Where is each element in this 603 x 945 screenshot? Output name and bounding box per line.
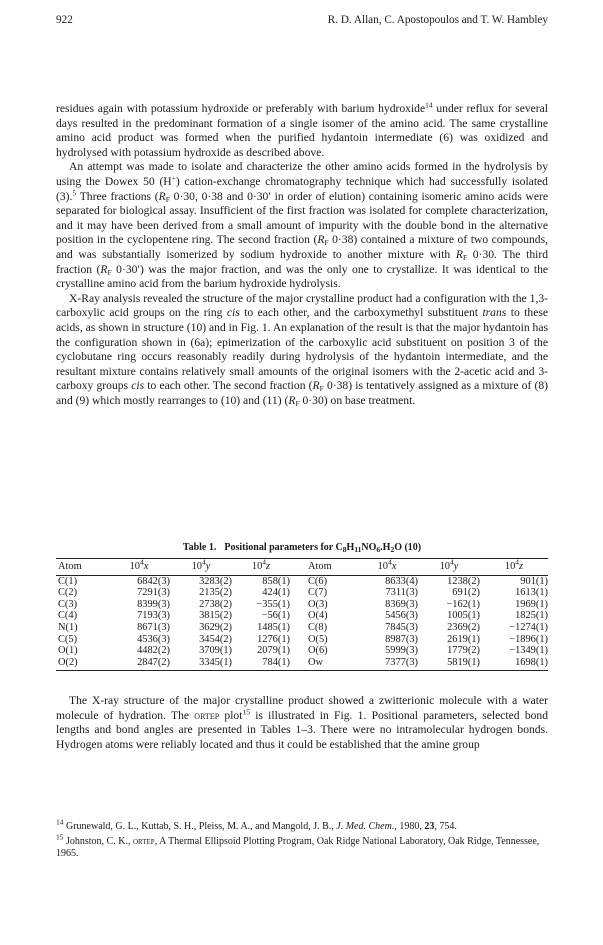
atom-cell: C(6) xyxy=(308,575,328,587)
column-header: $10^4x$ xyxy=(108,559,170,576)
coordinate-cell: 3629(2) xyxy=(199,621,232,633)
column-header: $10^4y$ xyxy=(418,559,480,576)
coordinate-cell: 2369(2) xyxy=(447,621,480,633)
footnote-14: $^{14}$ Grunewald, G. L., Kuttab, S. H., Pleiss, M. A., and Mangold, J. B., J. Med. Chem., 1980, 23, 754. xyxy=(56,817,457,832)
atom-cell: C(4) xyxy=(58,610,78,622)
running-authors: R. D. Allan, C. Apostopoulos and T. W. Hambley xyxy=(327,14,548,26)
coordinate-cell: 7291(3) xyxy=(137,587,170,599)
table-row xyxy=(56,599,548,611)
atom-cell: C(5) xyxy=(58,633,78,645)
coordinate-cell: 1698(1) xyxy=(480,657,548,671)
page-number: 922 xyxy=(56,14,73,26)
table-label: Table 1. xyxy=(182,542,217,553)
coordinate-cell: 1779(2) xyxy=(447,645,480,657)
coordinate-cell: 8987(3) xyxy=(385,633,418,645)
coordinate-cell: 7311(3) xyxy=(385,587,418,599)
coordinate-cell: 2847(2) xyxy=(108,657,170,671)
atom-cell: O(2) xyxy=(56,657,108,671)
coordinate-cell: 4536(3) xyxy=(137,633,170,645)
atom-cell: N(1) xyxy=(58,621,78,633)
atom-cell: O(1) xyxy=(58,645,78,657)
table-row xyxy=(56,622,548,634)
coordinate-cell: 1276(1) xyxy=(257,633,290,645)
coordinate-cell: −162(1) xyxy=(446,598,480,610)
coordinate-cell: 7377(3) xyxy=(356,657,418,671)
table-row xyxy=(56,587,548,599)
ref-5: 5 xyxy=(72,188,77,198)
ortep-term: ortep xyxy=(194,708,220,722)
coordinate-cell: 1005(1) xyxy=(447,610,480,622)
coordinate-cell: 901(1) xyxy=(520,575,548,587)
atom-cell: C(3) xyxy=(58,598,78,610)
coordinate-cell: 7845(3) xyxy=(385,621,418,633)
footnote-15: $^{15}$ Johnston, C. K., ortep, A Thermal Ellipsoid Plotting Program, Oak Ridge National Laboratory, Oak Ridge, Tennessee, 1965. xyxy=(56,832,540,860)
coordinate-cell: 784(1) xyxy=(232,657,290,671)
coordinate-cell: 8671(3) xyxy=(137,621,170,633)
coordinate-cell: 3454(2) xyxy=(199,633,232,645)
coordinate-cell: 1969(1) xyxy=(515,598,548,610)
coordinate-cell: 3345(1) xyxy=(170,657,232,671)
rf-symbol: R xyxy=(158,189,166,203)
paragraph-continuation: residues again with potassium hydroxide or preferably with barium hydroxide$^{14}$ under reflux for several days resulted in the predominant formation of a single isomer of the amino acid. The same crystalline amino acid product was formed when the purified hydantoin intermediate (6) was oxidized and hydrolysed with potassium hydroxide as described above. xyxy=(56,100,549,159)
coordinate-cell: 1613(1) xyxy=(515,587,548,599)
coordinate-cell: −1274(1) xyxy=(509,621,548,633)
coordinate-cell: 5819(1) xyxy=(418,657,480,671)
coordinate-cell: −1349(1) xyxy=(509,645,548,657)
coordinate-cell: −1896(1) xyxy=(509,633,548,645)
positional-parameters-table xyxy=(56,558,548,671)
coordinate-cell: 3815(2) xyxy=(199,610,232,622)
atom-cell: O(6) xyxy=(308,645,328,657)
paragraph-ortep: The X-ray structure of the major crystalline product showed a zwitterionic molecule with a water molecule of hydration. The ortep plot$^{15}$ is illustrated in Fig. 1. Positional parameters, selected bond lengths and bond angles are presented in Tables 1–3. There were no intramolecular hydrogen bonds. Hydrogen atoms were reliably located and thus it could be established that the amine group xyxy=(56,694,549,751)
body-text xyxy=(56,102,548,408)
atom-cell: O(5) xyxy=(308,633,328,645)
table-row xyxy=(56,634,548,646)
table-row xyxy=(56,575,548,587)
column-header: $10^4x$ xyxy=(356,559,418,576)
atom-cell: O(4) xyxy=(308,610,328,622)
coordinate-cell: 5456(3) xyxy=(385,610,418,622)
column-header: Atom xyxy=(56,559,108,576)
coordinate-cell: −355(1) xyxy=(256,598,290,610)
table-row xyxy=(56,657,548,671)
coordinate-cell: 3283(2) xyxy=(199,575,232,587)
table-body xyxy=(56,575,548,671)
table-row xyxy=(56,610,548,622)
atom-cell: C(2) xyxy=(58,587,78,599)
coordinate-cell: 3709(1) xyxy=(199,645,232,657)
coordinate-cell: 2619(1) xyxy=(447,633,480,645)
coordinate-cell: 424(1) xyxy=(262,587,290,599)
coordinate-cell: 1825(1) xyxy=(515,610,548,622)
coordinate-cell: 6842(3) xyxy=(137,575,170,587)
table-caption: Table 1. Positional parameters for $C_8H_{11}NO_6.H_2O$ (10) xyxy=(182,542,422,554)
ref-15: 15 xyxy=(242,707,250,717)
table-header-row xyxy=(56,559,548,576)
coordinate-cell: −56(1) xyxy=(261,610,290,622)
footnotes xyxy=(56,817,548,864)
table-row xyxy=(56,645,548,657)
atom-cell: C(7) xyxy=(308,587,328,599)
coordinate-cell: 8369(3) xyxy=(385,598,418,610)
coordinate-cell: 858(1) xyxy=(262,575,290,587)
column-header: $10^4z$ xyxy=(480,559,548,576)
coordinate-cell: 2738(2) xyxy=(199,598,232,610)
coordinate-cell: 8633(4) xyxy=(385,575,418,587)
coordinate-cell: 5999(3) xyxy=(385,645,418,657)
paragraph-dowex: An attempt was made to isolate and characterize the other amino acids formed in the hydrolysis by using the Dowex 50 (H+) cation-exchange chromatography technique which had successfully isolated (3).$^5$ Three fractions ($R_F$ 0·30, 0·38 and 0·30′ in order of elution) containing isomeric amino acids were separated for biological assay. Insufficient of the first fraction was isolated for complete characterization, and it may have been derived from a small amount of impurity with the double bond in the alternative position in the cyclopentene ring. The second fraction ($R_F$ 0·38) contained a mixture of two compounds, and was substantially isomerized by sodium hydroxide to another mixture with $R_F$ 0·30. The third fraction ($R_F$ 0·30′) was the major fraction, and was the only one to crystallize. It was identical to the crystalline amino acid from the barium hydroxide hydrolysis. xyxy=(56,160,549,291)
body-text-2 xyxy=(56,694,548,752)
column-header: Atom xyxy=(306,559,356,576)
coordinate-cell: 7193(3) xyxy=(137,610,170,622)
atom-cell: C(8) xyxy=(308,621,328,633)
coordinate-cell: 4482(2) xyxy=(137,645,170,657)
atom-cell: Ow xyxy=(306,657,356,671)
coordinate-cell: 2135(2) xyxy=(199,587,232,599)
atom-cell: C(1) xyxy=(58,575,78,587)
coordinate-cell: 1485(1) xyxy=(257,621,290,633)
coordinate-cell: 1238(2) xyxy=(447,575,480,587)
coordinate-cell: 8399(3) xyxy=(137,598,170,610)
coordinate-cell: 691(2) xyxy=(452,587,480,599)
column-header: $10^4y$ xyxy=(170,559,232,576)
ref-14: 14 xyxy=(425,100,433,110)
atom-cell: O(3) xyxy=(308,598,328,610)
column-header: $10^4z$ xyxy=(232,559,290,576)
coordinate-cell: 2079(1) xyxy=(257,645,290,657)
paragraph-xray: X-Ray analysis revealed the structure of the major crystalline product had a configuration with the 1,3-carboxylic acid groups on the ring cis to each other, and the carboxymethyl substituent trans to these acids, as shown in structure (10) and in Fig. 1. An explanation of the result is that the major hydantoin has the configuration shown in (6a); epimerization of the carboxylic acid substituent on position 3 of the cyclobutane ring occurs reasonably readily during hydrolysis of the hydantoin intermediate, and the resultant mixture contains relatively small amounts of the original isomers with the 2-acetic acid and 3-carboxy groups cis to each other. The second fraction ($R_F$ 0·38) is tentatively assigned as a mixture of (8) and (9) which mostly rearranges to (10) and (11) ($R_F$ 0·30) on base treatment. xyxy=(56,291,548,408)
